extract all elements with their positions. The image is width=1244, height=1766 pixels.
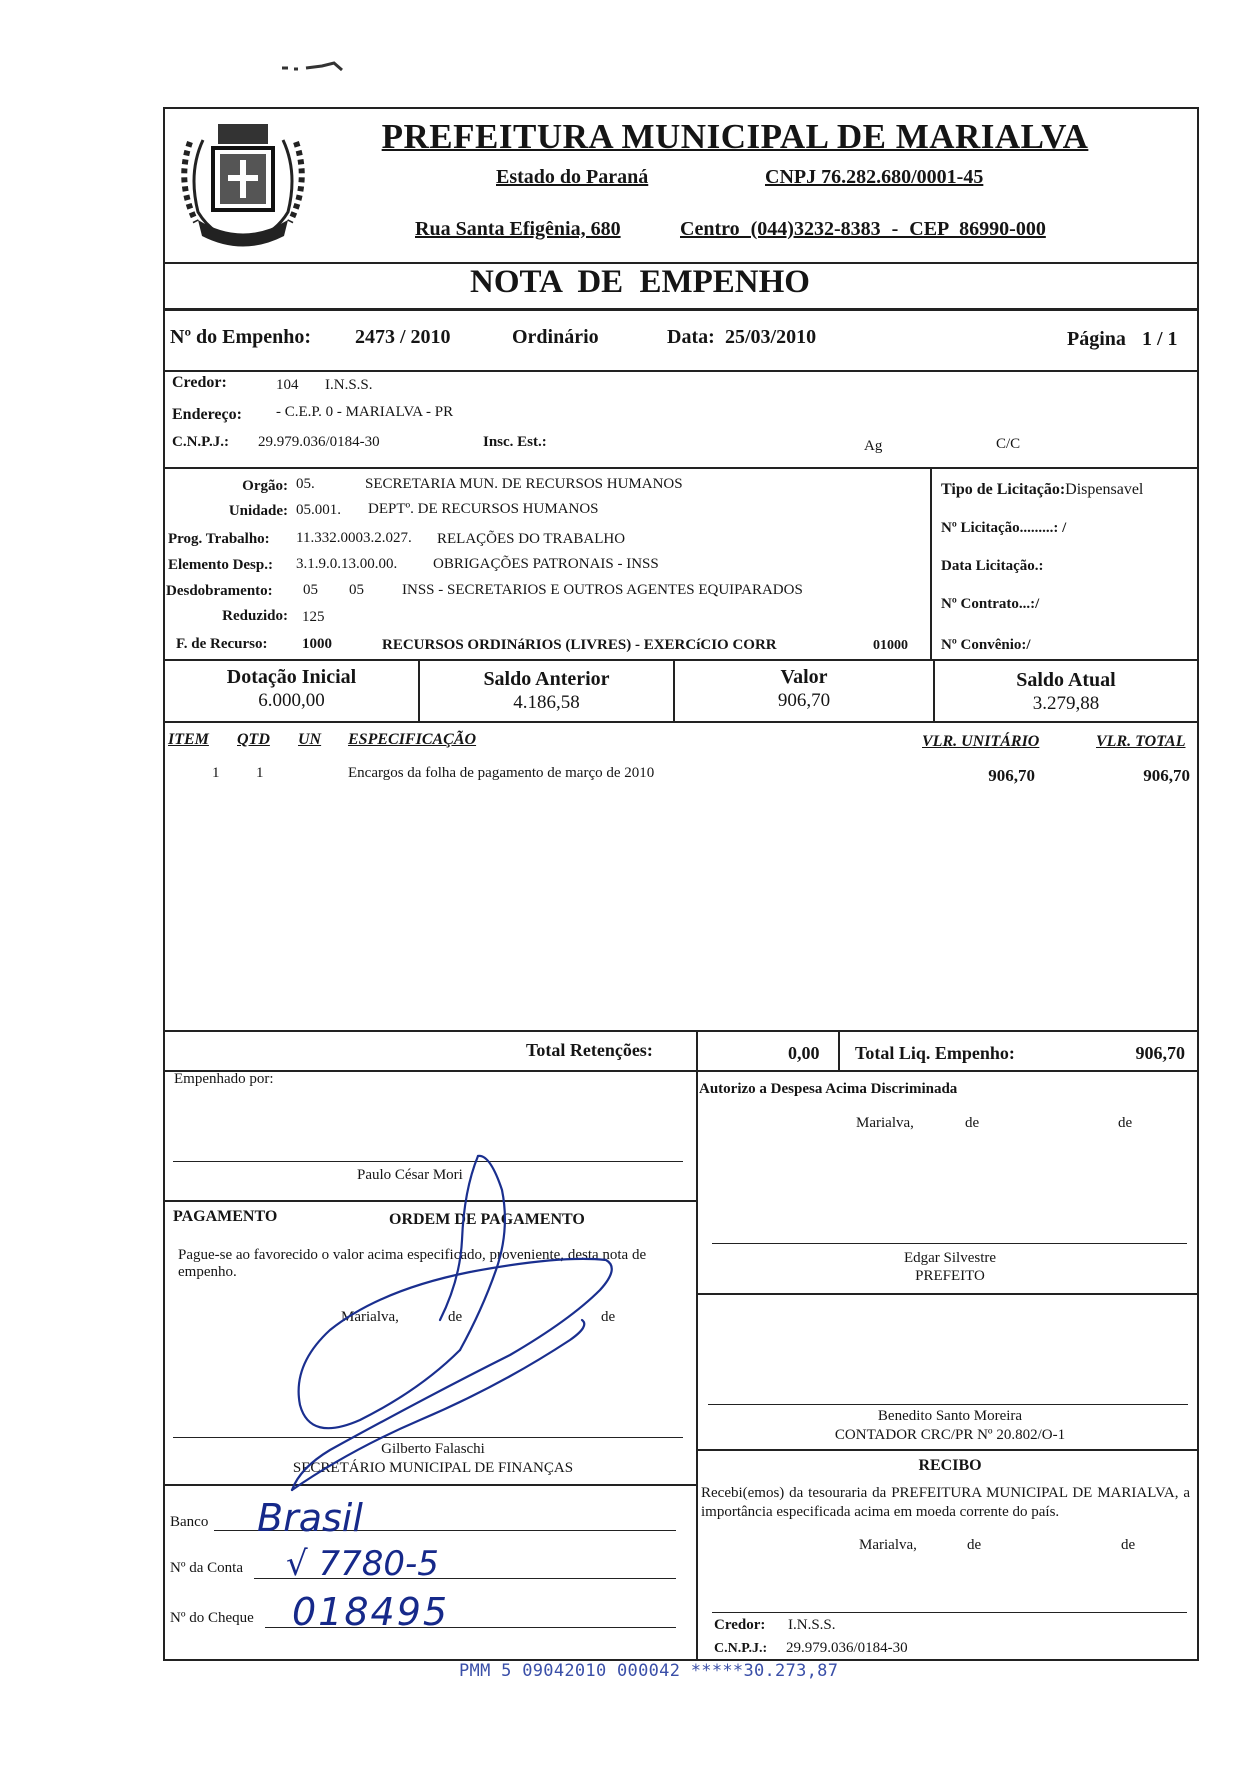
autorizo-de-2: de bbox=[1118, 1115, 1133, 1131]
ag-label: Ag bbox=[864, 438, 883, 454]
divider bbox=[696, 1293, 1199, 1295]
orgao-label: Orgão: bbox=[242, 478, 288, 494]
autorizo-de-1: de bbox=[965, 1115, 980, 1131]
recibo-label: RECIBO bbox=[918, 1457, 982, 1474]
desdobramento-label: Desdobramento: bbox=[166, 583, 273, 599]
divider bbox=[696, 1030, 698, 1070]
page-number: 1 / 1 bbox=[1142, 328, 1178, 350]
recibo-text: Recebi(emos) da tesouraria da PREFEITURA MUNICIPAL DE MARIALVA, a importância especificada acima em moeda corrente do país. bbox=[701, 1485, 1190, 1520]
empenho-date-label: Data: bbox=[667, 326, 715, 348]
col-header-un: UN bbox=[298, 731, 322, 748]
page-label: Página bbox=[1067, 328, 1126, 350]
secretario-name: Gilberto Falaschi bbox=[381, 1441, 485, 1457]
pagamento-text: Pague-se ao favorecido o valor acima especificado, proveniente, desta nota de empenho. bbox=[178, 1247, 647, 1280]
col-header-qtd: QTD bbox=[237, 731, 270, 748]
empenhado-label: Empenhado por: bbox=[174, 1071, 274, 1087]
prog-name: RELAÇÕES DO TRABALHO bbox=[437, 531, 626, 547]
recurso-label: F. de Recurso: bbox=[176, 636, 268, 652]
signature-line bbox=[708, 1404, 1188, 1405]
divider bbox=[696, 1449, 1199, 1451]
reduzido-code: 125 bbox=[302, 609, 325, 625]
document-title: NOTA DE EMPENHO bbox=[470, 264, 810, 300]
recibo-credor-label: Credor: bbox=[714, 1617, 766, 1633]
unidade-label: Unidade: bbox=[228, 503, 288, 519]
recibo-cnpj-label: C.N.P.J.: bbox=[714, 1641, 768, 1656]
col-header-espec: ESPECIFICAÇÃO bbox=[348, 731, 477, 748]
empenho-type: Ordinário bbox=[512, 326, 599, 348]
recibo-de-1: de bbox=[967, 1537, 982, 1553]
divider bbox=[163, 1070, 1199, 1072]
saldo-atual-value: 3.279,88 bbox=[1032, 693, 1100, 714]
autorizo-local: Marialva, bbox=[856, 1115, 914, 1131]
orgao-name: SECRETARIA MUN. DE RECURSOS HUMANOS bbox=[365, 476, 683, 492]
endereco-value: - C.E.P. 0 - MARIALVA - PR bbox=[276, 404, 454, 420]
dotacao-inicial-label: Dotação Inicial bbox=[226, 666, 357, 688]
total-liq-label: Total Liq. Empenho: bbox=[855, 1043, 1015, 1063]
desdobramento-code-1: 05 bbox=[303, 582, 318, 598]
mechanical-stamp: PMM 5 09042010 000042 *****30.273,87 bbox=[459, 1661, 839, 1681]
pagamento-de-2: de bbox=[601, 1309, 616, 1325]
elemento-label: Elemento Desp.: bbox=[168, 557, 273, 573]
licitacao-date: Data Licitação.: bbox=[941, 558, 1044, 574]
recibo-cnpj: 29.979.036/0184-30 bbox=[786, 1640, 908, 1656]
signature-line bbox=[712, 1243, 1187, 1244]
orgao-code: 05. bbox=[296, 476, 315, 492]
elemento-code: 3.1.9.0.13.00.00. bbox=[296, 556, 398, 572]
prog-code: 11.332.0003.2.027. bbox=[296, 530, 412, 546]
col-header-vlr-unitario: VLR. UNITÁRIO bbox=[922, 733, 1040, 750]
desdobramento-code-2: 05 bbox=[349, 582, 364, 598]
unidade-name: DEPTº. DE RECURSOS HUMANOS bbox=[368, 501, 599, 517]
divider bbox=[163, 721, 1199, 723]
coat-of-arms-icon bbox=[168, 112, 318, 257]
col-header-item: ITEM bbox=[168, 731, 209, 748]
divider bbox=[163, 1030, 1199, 1032]
dotacao-inicial-value: 6.000,00 bbox=[258, 690, 325, 711]
conta-label: Nº da Conta bbox=[170, 1560, 243, 1576]
divider bbox=[163, 370, 1199, 372]
header-address-rest: Centro (044)3232-8383 - CEP 86990-000 bbox=[680, 218, 1046, 240]
row-vlr-total: 906,70 bbox=[1143, 766, 1190, 785]
header-title: PREFEITURA MUNICIPAL DE MARIALVA bbox=[381, 117, 1089, 156]
credor-cnpj: 29.979.036/0184-30 bbox=[258, 434, 380, 450]
contrato-number: Nº Contrato...:/ bbox=[941, 596, 1040, 612]
cheque-label: Nº do Cheque bbox=[170, 1610, 254, 1626]
total-liq-value: 906,70 bbox=[1135, 1043, 1185, 1063]
credor-cnpj-label: C.N.P.J.: bbox=[172, 434, 229, 450]
recibo-local: Marialva, bbox=[859, 1537, 917, 1553]
divider bbox=[838, 1030, 840, 1070]
empenho-number: 2473 / 2010 bbox=[355, 326, 451, 348]
divider bbox=[163, 659, 1199, 661]
divider bbox=[163, 467, 1199, 469]
recibo-de-2: de bbox=[1121, 1537, 1136, 1553]
header-state: Estado do Paraná bbox=[496, 166, 649, 188]
credor-code: 104 bbox=[276, 377, 299, 393]
header-address-street: Rua Santa Efigênia, 680 bbox=[415, 218, 621, 240]
cheque-handwritten: 018495 bbox=[292, 1590, 450, 1634]
banco-handwritten: Brasil bbox=[257, 1496, 363, 1540]
recurso-code: 1000 bbox=[302, 636, 332, 652]
pagamento-local: Marialva, bbox=[341, 1309, 399, 1325]
total-retencoes-value: 0,00 bbox=[788, 1043, 820, 1063]
row-qtd: 1 bbox=[256, 765, 264, 781]
endereco-label: Endereço: bbox=[172, 406, 242, 423]
insc-est-label: Insc. Est.: bbox=[483, 434, 547, 450]
secretario-cargo: SECRETÁRIO MUNICIPAL DE FINANÇAS bbox=[292, 1460, 574, 1476]
divider bbox=[163, 308, 1199, 311]
row-item: 1 bbox=[212, 765, 220, 781]
conta-handwritten: √ 7780-5 bbox=[286, 1544, 439, 1584]
valor-value: 906,70 bbox=[777, 690, 831, 711]
signature-line bbox=[712, 1612, 1187, 1613]
credor-name: I.N.S.S. bbox=[325, 377, 373, 393]
desdobramento-name: INSS - SECRETARIOS E OUTROS AGENTES EQUIPARADOS bbox=[402, 582, 803, 598]
prog-label: Prog. Trabalho: bbox=[168, 531, 270, 547]
cc-label: C/C bbox=[996, 436, 1021, 452]
recurso-name: RECURSOS ORDINáRIOS (LIVRES) - EXERCíCIO CORR bbox=[382, 637, 777, 653]
pagamento-label: PAGAMENTO bbox=[173, 1208, 278, 1225]
licitacao-type-label: Tipo de Licitação: bbox=[941, 481, 1066, 498]
prefeito-name: Edgar Silvestre bbox=[903, 1250, 997, 1266]
licitacao-type-value: Dispensavel bbox=[1065, 481, 1144, 498]
ordem-pagamento-label: ORDEM DE PAGAMENTO bbox=[389, 1211, 585, 1228]
valor-label: Valor bbox=[780, 666, 828, 688]
empenhado-name: Paulo César Mori bbox=[357, 1167, 463, 1183]
saldo-anterior-value: 4.186,58 bbox=[513, 692, 580, 713]
banco-label: Banco bbox=[170, 1514, 209, 1530]
empenho-number-label: Nº do Empenho: bbox=[170, 326, 312, 348]
unidade-code: 05.001. bbox=[296, 502, 341, 518]
contador-name: Benedito Santo Moreira bbox=[877, 1408, 1023, 1424]
pagamento-de-1: de bbox=[448, 1309, 463, 1325]
recibo-credor: I.N.S.S. bbox=[788, 1617, 836, 1633]
scan-mark bbox=[282, 60, 352, 74]
elemento-name: OBRIGAÇÕES PATRONAIS - INSS bbox=[433, 556, 659, 572]
col-header-vlr-total: VLR. TOTAL bbox=[1096, 733, 1186, 750]
empenho-date: 25/03/2010 bbox=[725, 326, 817, 348]
recurso-code-2: 01000 bbox=[873, 638, 908, 653]
contador-cargo: CONTADOR CRC/PR Nº 20.802/O-1 bbox=[834, 1427, 1066, 1443]
reduzido-label: Reduzido: bbox=[222, 608, 288, 624]
convenio-number: Nº Convênio:/ bbox=[941, 637, 1031, 653]
credor-label: Credor: bbox=[172, 374, 227, 391]
licitacao-type bbox=[941, 481, 1143, 499]
divider bbox=[930, 467, 932, 659]
signature-scribble bbox=[270, 1150, 700, 1505]
licitacao-number: Nº Licitação.........: / bbox=[941, 520, 1067, 536]
saldo-anterior-label: Saldo Anterior bbox=[483, 668, 610, 690]
saldo-atual-label: Saldo Atual bbox=[1016, 669, 1116, 691]
row-espec: Encargos da folha de pagamento de março de 2010 bbox=[348, 765, 655, 781]
row-vlr-unitario: 906,70 bbox=[988, 766, 1035, 785]
header-cnpj: CNPJ 76.282.680/0001-45 bbox=[765, 166, 984, 188]
total-retencoes-label: Total Retenções: bbox=[526, 1040, 653, 1060]
prefeito-cargo: PREFEITO bbox=[915, 1268, 985, 1284]
autorizo-label: Autorizo a Despesa Acima Discriminada bbox=[699, 1081, 958, 1097]
